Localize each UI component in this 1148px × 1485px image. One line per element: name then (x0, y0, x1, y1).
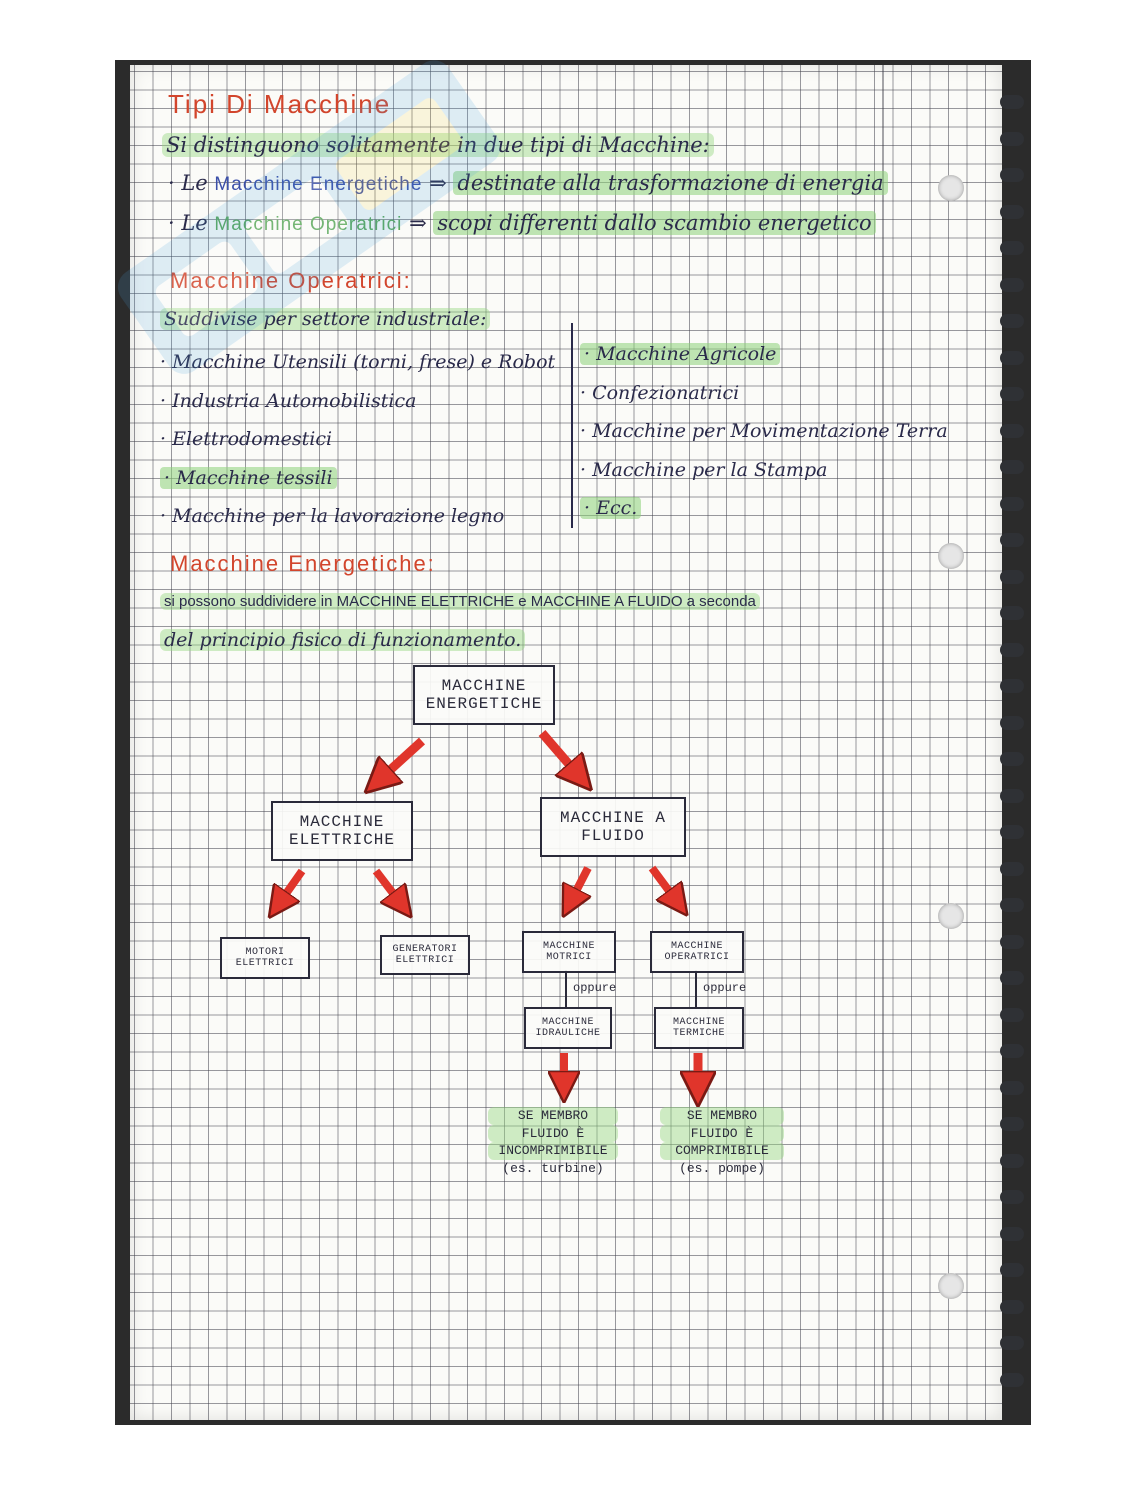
spiral-ring (1000, 1263, 1024, 1277)
node-label: OPERATRICI (664, 952, 730, 963)
node-macchine-a-fluido (540, 797, 686, 857)
spiral-ring (1000, 1044, 1024, 1058)
spiral-ring (1000, 862, 1024, 876)
node-label: MACCHINE A (559, 808, 666, 827)
list-item: · Macchine Utensili (torni, frese) e Robot (160, 351, 556, 373)
spiral-ring (1000, 1008, 1024, 1022)
arrow-root-to-fluido (542, 733, 580, 777)
arrow-fluido-to-motrici (570, 868, 588, 903)
note-line: (es. turbine) (502, 1160, 604, 1176)
spiral-ring (1000, 351, 1024, 365)
definition-energetiche-text: destinate alla trasformazione di energia (453, 171, 887, 195)
node-macchine-motrici (522, 931, 616, 973)
list-item: · Elettrodomestici (160, 428, 333, 450)
definition-operatrici-text: scopi differenti dallo scambio energetico (433, 211, 875, 235)
spiral-ring (1000, 752, 1024, 766)
list-item: · Confezionatrici (580, 381, 740, 404)
spiral-ring (1000, 387, 1024, 401)
operatrici-subtitle: Suddivise per settore industriale: (160, 308, 490, 330)
node-label: MACCHINE (441, 676, 527, 695)
node-label: MOTRICI (546, 952, 592, 963)
node-macchine-operatrici (650, 931, 744, 973)
implies-arrow: ⇒ (429, 171, 447, 195)
node-label: MACCHINE (541, 1016, 594, 1028)
note-line: SE MEMBRO (488, 1107, 618, 1125)
list-item: · Macchine per la Stampa (580, 458, 828, 481)
spiral-ring (1000, 935, 1024, 949)
spiral-ring (1000, 1154, 1024, 1168)
spiral-ring (1000, 132, 1024, 146)
spiral-ring (1000, 570, 1024, 584)
node-label: ENERGETICHE (425, 695, 543, 713)
spiral-ring (1000, 1373, 1024, 1387)
spiral-ring (1000, 643, 1024, 657)
energetiche-description-line2: del principio fisico di funzionamento. (160, 629, 525, 651)
spiral-ring (1000, 278, 1024, 292)
intro-text: Si distinguono solitamente in due tipi di Macchine: (162, 133, 714, 157)
node-label: ELETTRICI (235, 958, 295, 969)
oppure-label-right: oppure (703, 981, 747, 995)
spiral-ring (1000, 1227, 1024, 1241)
node-label: MACCHINE (299, 812, 385, 831)
spiral-ring (1000, 971, 1024, 985)
node-generatori-elettrici (380, 935, 470, 975)
arrow-fluido-to-operatrici (652, 868, 678, 903)
node-macchine-elettriche (271, 801, 413, 861)
list-item: · Macchine per la lavorazione legno (160, 505, 505, 527)
node-label: FLUIDO (581, 827, 645, 845)
spiral-ring (1000, 314, 1024, 328)
spiral-ring (1000, 1081, 1024, 1095)
spiral-ring (1000, 789, 1024, 803)
node-label: MOTORI (245, 946, 285, 958)
spiral-ring (1000, 898, 1024, 912)
node-label: GENERATORI (392, 943, 458, 955)
arrow-elettriche-to-generatori (376, 871, 402, 905)
node-macchine-termiche (654, 1007, 744, 1049)
implies-arrow: ⇒ (409, 211, 427, 235)
note-line: SE MEMBRO (660, 1107, 784, 1125)
note-comprimibile (660, 1107, 784, 1177)
node-label: MACCHINE (672, 1016, 725, 1028)
section-title-energetiche: Macchine Energetiche: (170, 551, 436, 576)
spiral-ring (1000, 825, 1024, 839)
page-title: Tipi Di Macchine (168, 89, 392, 119)
spiral-ring (1000, 679, 1024, 693)
spiral-ring (1000, 241, 1024, 255)
list-item-text: · Macchine Agricole (580, 343, 780, 365)
energetiche-description-line1: si possono suddividere in MACCHINE ELETTRICHE e MACCHINE A FLUIDO a seconda (160, 593, 760, 610)
spiral-ring (1000, 606, 1024, 620)
node-label: IDRAULICHE (535, 1028, 601, 1039)
spiral-ring (1000, 1117, 1024, 1131)
spiral-ring (1000, 424, 1024, 438)
spiral-ring (1000, 1300, 1024, 1314)
spiral-ring (1000, 716, 1024, 730)
list-item: · Macchine per Movimentazione Terra (580, 420, 948, 442)
arrow-elettriche-to-motori (278, 871, 302, 905)
list-item-text: · Macchine tessili (160, 467, 337, 489)
list-item-text: · Ecc. (580, 497, 641, 519)
node-macchine-energetiche (413, 665, 555, 725)
note-line: INCOMPRIMIBILE (488, 1142, 618, 1160)
spiral-ring (1000, 1336, 1024, 1350)
oppure-label-left: oppure (573, 981, 617, 995)
bullet-prefix: · Le (168, 171, 208, 195)
term-energetiche: Macchine Energetiche (214, 174, 423, 195)
spiral-ring (1000, 533, 1024, 547)
node-label: ELETTRICHE (288, 831, 395, 849)
node-label: ELETTRICI (395, 955, 455, 966)
arrow-root-to-elettriche (378, 741, 422, 781)
node-macchine-idrauliche (524, 1007, 612, 1049)
spiral-ring (1000, 95, 1024, 109)
spiral-ring (1000, 205, 1024, 219)
node-label: MACCHINE (542, 940, 595, 952)
diagram-arrows (130, 65, 1002, 1420)
section-title-operatrici: Macchine Operatrici: (170, 268, 412, 293)
node-label: TERMICHE (672, 1028, 725, 1039)
term-operatrici: Macchine Operatrici (214, 214, 403, 235)
spiral-ring (1000, 168, 1024, 182)
note-line: (es. pompe) (679, 1160, 765, 1176)
node-label: MACCHINE (670, 940, 723, 952)
spiral-ring (1000, 1190, 1024, 1204)
note-incomprimibile (488, 1107, 618, 1177)
list-item: · Industria Automobilistica (160, 389, 417, 412)
note-line: FLUIDO È (488, 1125, 618, 1143)
node-motori-elettrici (220, 937, 310, 979)
notebook-page (130, 65, 1002, 1420)
bullet-prefix: · Le (168, 211, 208, 235)
note-line: FLUIDO È (660, 1125, 784, 1143)
spiral-ring (1000, 460, 1024, 474)
spiral-ring (1000, 497, 1024, 511)
note-line: COMPRIMIBILE (660, 1142, 784, 1160)
